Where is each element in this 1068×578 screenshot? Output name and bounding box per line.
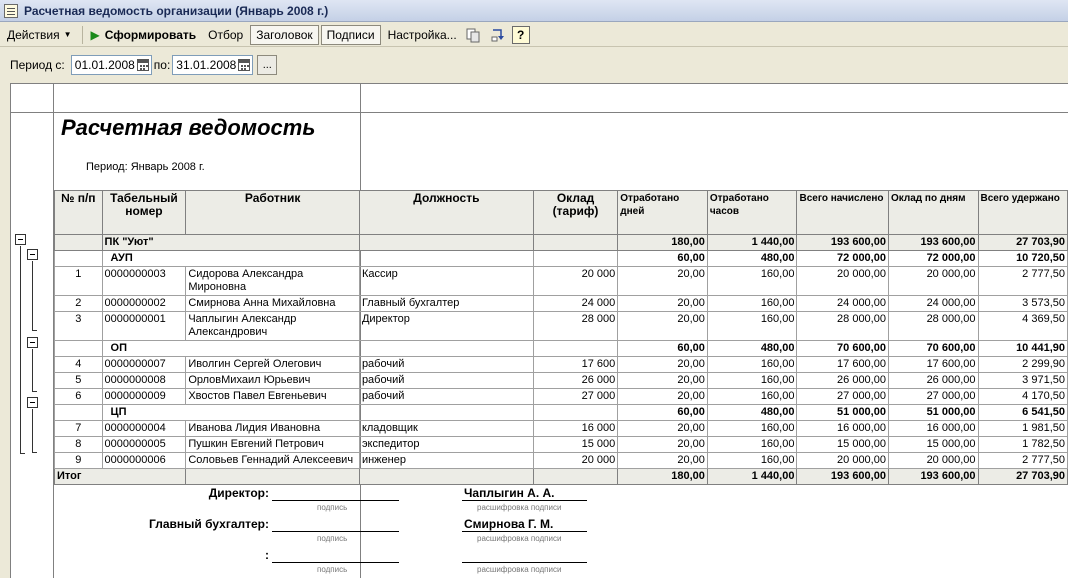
total-accrued: 193 600,00 — [797, 469, 889, 485]
period-to-field[interactable] — [172, 55, 253, 75]
row-salary: 20 000 — [533, 453, 617, 469]
col-num-header: № п/п — [55, 191, 103, 235]
group-withheld: 10 441,90 — [978, 341, 1068, 357]
row-accrued: 28 000,00 — [797, 312, 889, 341]
row-withheld: 2 299,90 — [978, 357, 1068, 373]
row-accrued: 15 000,00 — [797, 437, 889, 453]
group-hours: 480,00 — [707, 341, 797, 357]
row-accrued: 26 000,00 — [797, 373, 889, 389]
org-days: 180,00 — [618, 235, 708, 251]
actions-menu[interactable] — [2, 25, 77, 45]
row-days: 20,00 — [618, 389, 708, 405]
third-decoding-line — [462, 562, 587, 563]
director-name: Чаплыгин А. А. — [464, 486, 555, 500]
toolbar-separator — [82, 26, 83, 44]
group-row[interactable] — [55, 341, 1068, 357]
director-decoding-line — [462, 500, 587, 501]
row-hours: 160,00 — [707, 267, 797, 296]
collapse-group-cp-icon[interactable] — [27, 397, 38, 408]
row-by-days: 15 000,00 — [888, 437, 978, 453]
col-accrued-header: Всего начислено — [797, 191, 889, 235]
row-worker: Иванова Лидия Ивановна — [186, 421, 360, 437]
window-titlebar — [0, 0, 1068, 22]
row-tab-number: 0000000003 — [102, 267, 186, 296]
document-icon — [4, 4, 18, 18]
table-row[interactable] — [55, 389, 1068, 405]
third-signature-caption: подпись — [317, 565, 348, 574]
copy-settings-icon[interactable] — [464, 25, 484, 45]
row-accrued: 17 600,00 — [797, 357, 889, 373]
period-from-value: 01.01.2008 — [74, 58, 135, 72]
third-signature-line — [272, 562, 399, 563]
row-tab-number: 0000000009 — [102, 389, 186, 405]
tree-line — [32, 261, 33, 330]
row-days: 20,00 — [618, 373, 708, 389]
row-salary: 27 000 — [533, 389, 617, 405]
accountant-name: Смирнова Г. М. — [464, 517, 554, 531]
org-name: ПК "Уют" — [102, 235, 359, 251]
row-worker: Пушкин Евгений Петрович — [186, 437, 360, 453]
row-tab-number: 0000000007 — [102, 357, 186, 373]
row-by-days: 17 600,00 — [888, 357, 978, 373]
row-worker: Сидорова Александра Мироновна — [186, 267, 360, 296]
filter-button[interactable]: Отбор — [208, 27, 244, 42]
row-accrued: 20 000,00 — [797, 453, 889, 469]
director-signature-line — [272, 500, 399, 501]
tree-line — [32, 409, 33, 452]
row-hours: 160,00 — [707, 373, 797, 389]
row-position: экспедитор — [359, 437, 533, 453]
collapse-group-op-icon[interactable] — [27, 337, 38, 348]
row-by-days: 27 000,00 — [888, 389, 978, 405]
row-accrued: 24 000,00 — [797, 296, 889, 312]
row-salary: 16 000 — [533, 421, 617, 437]
row-tab-number: 0000000001 — [102, 312, 186, 341]
group-hours: 480,00 — [707, 405, 797, 421]
row-salary: 24 000 — [533, 296, 617, 312]
row-num: 4 — [55, 357, 103, 373]
org-by-days: 193 600,00 — [888, 235, 978, 251]
row-num: 9 — [55, 453, 103, 469]
calendar-icon[interactable] — [238, 59, 250, 71]
row-tab-number: 0000000008 — [102, 373, 186, 389]
row-worker: Смирнова Анна Михайловна — [186, 296, 360, 312]
group-row[interactable] — [55, 251, 1068, 267]
group-withheld: 10 720,50 — [978, 251, 1068, 267]
row-position: Директор — [359, 312, 533, 341]
row-tab-number: 0000000005 — [102, 437, 186, 453]
row-salary: 15 000 — [533, 437, 617, 453]
row-worker: Соловьев Геннадий Алексеевич — [186, 453, 360, 469]
row-hours: 160,00 — [707, 453, 797, 469]
table-row[interactable] — [55, 267, 1068, 296]
report-period: Период: Январь 2008 г. — [86, 161, 205, 173]
period-select-button[interactable]: ... — [257, 55, 277, 75]
settings-button[interactable]: Настройка... — [387, 27, 457, 42]
group-accrued: 51 000,00 — [797, 405, 889, 421]
row-hours: 160,00 — [707, 421, 797, 437]
row-days: 20,00 — [618, 267, 708, 296]
row-by-days: 20 000,00 — [888, 267, 978, 296]
generate-label: Сформировать — [104, 27, 197, 42]
row-by-days: 24 000,00 — [888, 296, 978, 312]
collapse-group-aup-icon[interactable] — [27, 249, 38, 260]
row-position: инженер — [359, 453, 533, 469]
col-bydays-header: Оклад по дням — [888, 191, 978, 235]
row-withheld: 4 170,50 — [978, 389, 1068, 405]
group-accrued: 70 600,00 — [797, 341, 889, 357]
row-salary: 20 000 — [533, 267, 617, 296]
row-position: Кассир — [359, 267, 533, 296]
calendar-icon[interactable] — [137, 59, 149, 71]
group-days: 60,00 — [618, 405, 708, 421]
table-row[interactable] — [55, 421, 1068, 437]
row-worker: Иволгин Сергей Олегович — [186, 357, 360, 373]
group-by-days: 51 000,00 — [888, 405, 978, 421]
row-withheld: 2 777,50 — [978, 267, 1068, 296]
group-name: АУП — [102, 251, 359, 267]
row-by-days: 20 000,00 — [888, 453, 978, 469]
restore-settings-icon[interactable] — [488, 25, 508, 45]
row-withheld: 2 777,50 — [978, 453, 1068, 469]
table-row[interactable] — [55, 437, 1068, 453]
org-row[interactable] — [55, 235, 1068, 251]
total-row[interactable] — [55, 469, 1068, 485]
row-days: 20,00 — [618, 437, 708, 453]
third-decoding-caption: расшифровка подписи — [477, 565, 562, 574]
row-salary: 28 000 — [533, 312, 617, 341]
director-decoding-caption: расшифровка подписи — [477, 503, 562, 512]
row-days: 20,00 — [618, 453, 708, 469]
row-worker: ОрловМихаил Юрьевич — [186, 373, 360, 389]
table-row[interactable] — [55, 453, 1068, 469]
org-hours: 1 440,00 — [707, 235, 797, 251]
col-tab-header: Табельный номер — [102, 191, 186, 235]
row-accrued: 20 000,00 — [797, 267, 889, 296]
col-salary-header: Оклад (тариф) — [533, 191, 617, 235]
payroll-table — [54, 190, 1068, 485]
group-days: 60,00 — [618, 341, 708, 357]
toolbar — [0, 23, 1068, 47]
group-by-days: 70 600,00 — [888, 341, 978, 357]
group-accrued: 72 000,00 — [797, 251, 889, 267]
group-hours: 480,00 — [707, 251, 797, 267]
row-days: 20,00 — [618, 296, 708, 312]
tree-tick — [32, 452, 37, 453]
col-withheld-header: Всего удержано — [978, 191, 1068, 235]
row-withheld: 3 971,50 — [978, 373, 1068, 389]
collapse-org-icon[interactable] — [15, 234, 26, 245]
total-days: 180,00 — [618, 469, 708, 485]
period-from-field[interactable] — [71, 55, 152, 75]
table-row[interactable] — [55, 296, 1068, 312]
row-by-days: 28 000,00 — [888, 312, 978, 341]
generate-button[interactable] — [86, 25, 202, 45]
dropdown-arrow-icon: ▼ — [63, 30, 72, 39]
row-hours: 160,00 — [707, 357, 797, 373]
col-position-header: Должность — [359, 191, 533, 235]
tree-line — [20, 246, 21, 453]
row-hours: 160,00 — [707, 437, 797, 453]
period-to-label: по: — [153, 58, 171, 72]
org-withheld: 27 703,90 — [978, 235, 1068, 251]
total-label: Итог — [55, 469, 186, 485]
row-position: Главный бухгалтер — [359, 296, 533, 312]
row-withheld: 1 981,50 — [978, 421, 1068, 437]
row-days: 20,00 — [618, 357, 708, 373]
tree-tick — [32, 330, 37, 331]
row-accrued: 16 000,00 — [797, 421, 889, 437]
row-by-days: 16 000,00 — [888, 421, 978, 437]
row-by-days: 26 000,00 — [888, 373, 978, 389]
row-num: 3 — [55, 312, 103, 341]
row-num: 5 — [55, 373, 103, 389]
row-hours: 160,00 — [707, 296, 797, 312]
org-accrued: 193 600,00 — [797, 235, 889, 251]
row-num: 6 — [55, 389, 103, 405]
table-row[interactable] — [55, 357, 1068, 373]
group-name: ЦП — [102, 405, 359, 421]
row-num: 8 — [55, 437, 103, 453]
accountant-decoding-line — [462, 531, 587, 532]
row-position: рабочий — [359, 373, 533, 389]
row-position: рабочий — [359, 357, 533, 373]
row-worker: Хвостов Павел Евгеньевич — [186, 389, 360, 405]
period-from-label: Период с: — [10, 58, 65, 72]
director-signature-caption: подпись — [317, 503, 348, 512]
accountant-label: Главный бухгалтер: — [148, 517, 269, 531]
report-title: Расчетная ведомость — [61, 115, 316, 140]
group-name: ОП — [102, 341, 359, 357]
tree-tick — [20, 453, 25, 454]
group-days: 60,00 — [618, 251, 708, 267]
row-tab-number: 0000000002 — [102, 296, 186, 312]
row-withheld: 3 573,50 — [978, 296, 1068, 312]
period-bar — [0, 48, 1068, 82]
row-salary: 17 600 — [533, 357, 617, 373]
tree-line — [32, 349, 33, 391]
row-accrued: 27 000,00 — [797, 389, 889, 405]
col-hours-header: Отработано часов — [707, 191, 797, 235]
accountant-signature-caption: подпись — [317, 534, 348, 543]
group-by-days: 72 000,00 — [888, 251, 978, 267]
row-days: 20,00 — [618, 312, 708, 341]
total-withheld: 27 703,90 — [978, 469, 1068, 485]
row-hours: 160,00 — [707, 312, 797, 341]
report-sheet — [10, 83, 1068, 578]
accountant-signature-line — [272, 531, 399, 532]
row-withheld: 1 782,50 — [978, 437, 1068, 453]
table-row[interactable] — [55, 312, 1068, 341]
row-position: кладовщик — [359, 421, 533, 437]
window-title: Расчетная ведомость организации (Январь 2008 г.) — [24, 3, 329, 18]
row-days: 20,00 — [618, 421, 708, 437]
row-num: 7 — [55, 421, 103, 437]
row-num: 1 — [55, 267, 103, 296]
row-position: рабочий — [359, 389, 533, 405]
period-to-value: 31.01.2008 — [176, 58, 237, 72]
header-toggle-button[interactable]: Заголовок — [250, 25, 318, 45]
tree-tick — [32, 391, 37, 392]
table-header-row — [55, 191, 1068, 235]
col-worker-header: Работник — [186, 191, 360, 235]
row-tab-number: 0000000006 — [102, 453, 186, 469]
row-salary: 26 000 — [533, 373, 617, 389]
row-hours: 160,00 — [707, 389, 797, 405]
accountant-decoding-caption: расшифровка подписи — [477, 534, 562, 543]
row-num: 2 — [55, 296, 103, 312]
group-row[interactable] — [55, 405, 1068, 421]
table-row[interactable] — [55, 373, 1068, 389]
group-withheld: 6 541,50 — [978, 405, 1068, 421]
actions-label: Действия — [7, 27, 60, 42]
row-tab-number: 0000000004 — [102, 421, 186, 437]
director-label: Директор: — [208, 486, 269, 500]
signatures-toggle-button[interactable]: Подписи — [321, 25, 381, 45]
row-withheld: 4 369,50 — [978, 312, 1068, 341]
total-by-days: 193 600,00 — [888, 469, 978, 485]
col-days-header: Отработано дней — [618, 191, 708, 235]
help-button[interactable]: ? — [512, 26, 530, 44]
total-hours: 1 440,00 — [707, 469, 797, 485]
third-signer-label: : — [265, 548, 269, 562]
row-worker: Чаплыгин Александр Александрович — [186, 312, 360, 341]
sheet-header-line — [11, 112, 1068, 113]
play-icon: ▶ — [90, 27, 100, 42]
